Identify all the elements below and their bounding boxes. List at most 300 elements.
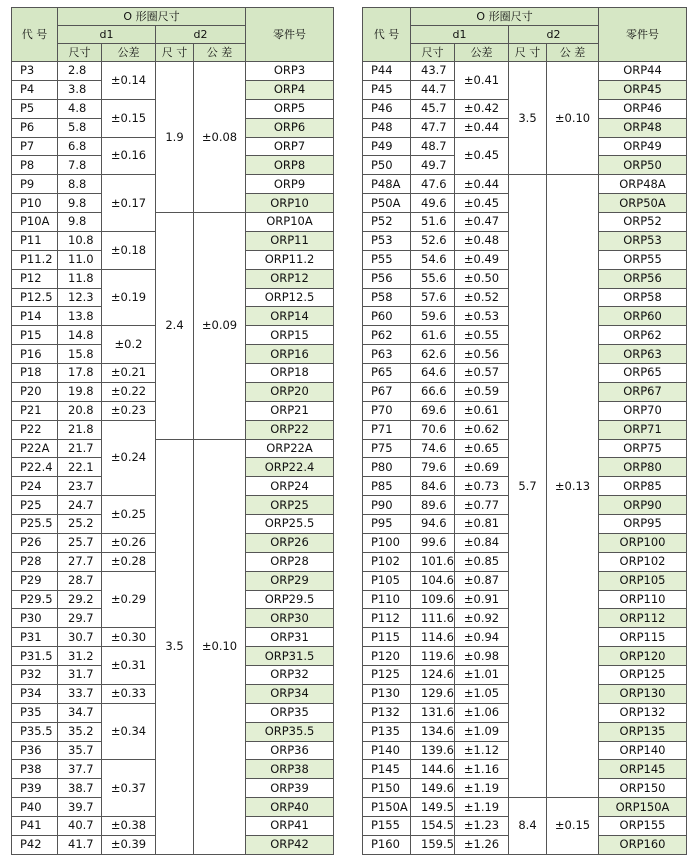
cell-part-no: ORP34 (246, 684, 334, 703)
cell-d1-size: 29.2 (58, 590, 102, 609)
cell-code: P48A (363, 175, 411, 194)
cell-d1-size: 28.7 (58, 571, 102, 590)
cell-d1-tolerance: ±0.19 (102, 269, 156, 326)
cell-code: P125 (363, 666, 411, 685)
cell-part-no: ORP35.5 (246, 722, 334, 741)
cell-d1-size: 20.8 (58, 401, 102, 420)
cell-code: P45 (363, 80, 411, 99)
cell-part-no: ORP60 (599, 307, 687, 326)
cell-d1-size: 41.7 (58, 835, 102, 854)
table-row (12, 439, 334, 458)
cell-d1-tolerance: ±0.73 (455, 477, 509, 496)
cell-d1-size: 31.2 (58, 647, 102, 666)
cell-code: P56 (363, 269, 411, 288)
cell-code: P8 (12, 156, 58, 175)
cell-d1-tolerance: ±0.62 (455, 420, 509, 439)
header-row (12, 8, 334, 26)
header-code: 代 号 (363, 8, 411, 62)
cell-part-no: ORP130 (599, 684, 687, 703)
cell-part-no: ORP15 (246, 326, 334, 345)
cell-part-no: ORP52 (599, 213, 687, 232)
cell-d1-size: 62.6 (411, 345, 455, 364)
cell-d1-tolerance: ±1.09 (455, 722, 509, 741)
cell-part-no: ORP135 (599, 722, 687, 741)
cell-d1-size: 2.8 (58, 62, 102, 81)
cell-part-no: ORP14 (246, 307, 334, 326)
cell-d1-tolerance: ±0.29 (102, 571, 156, 628)
cell-part-no: ORP50A (599, 194, 687, 213)
cell-d1-size: 54.6 (411, 250, 455, 269)
cell-d1-tolerance: ±0.42 (455, 99, 509, 118)
cell-d1-tolerance: ±0.69 (455, 458, 509, 477)
cell-part-no: ORP50 (599, 156, 687, 175)
cell-part-no: ORP71 (599, 420, 687, 439)
cell-code: P102 (363, 552, 411, 571)
cell-d1-size: 59.6 (411, 307, 455, 326)
cell-d1-size: 39.7 (58, 798, 102, 817)
cell-code: P49 (363, 137, 411, 156)
cell-code: P41 (12, 817, 58, 836)
cell-d1-size: 129.6 (411, 684, 455, 703)
cell-part-no: ORP160 (599, 835, 687, 854)
cell-d1-size: 21.7 (58, 439, 102, 458)
header-d1: d1 (58, 26, 156, 44)
cell-d1-size: 159.5 (411, 835, 455, 854)
cell-d1-size: 40.7 (58, 817, 102, 836)
cell-code: P12.5 (12, 288, 58, 307)
cell-part-no: ORP32 (246, 666, 334, 685)
cell-d1-tolerance: ±0.56 (455, 345, 509, 364)
cell-code: P150A (363, 798, 411, 817)
cell-d1-tolerance: ±0.31 (102, 647, 156, 685)
cell-code: P63 (363, 345, 411, 364)
cell-d1-tolerance: ±0.33 (102, 684, 156, 703)
cell-part-no: ORP125 (599, 666, 687, 685)
cell-d1-size: 23.7 (58, 477, 102, 496)
cell-part-no: ORP55 (599, 250, 687, 269)
cell-d2-tolerance: ±0.08 (194, 62, 246, 213)
cell-d1-tolerance: ±0.47 (455, 213, 509, 232)
header-d1-tolerance: 公差 (102, 44, 156, 62)
header-d1-size: 尺寸 (58, 44, 102, 62)
cell-d1-size: 99.6 (411, 533, 455, 552)
cell-d1-size: 124.6 (411, 666, 455, 685)
cell-d1-size: 5.8 (58, 118, 102, 137)
cell-part-no: ORP29.5 (246, 590, 334, 609)
cell-code: P75 (363, 439, 411, 458)
cell-code: P7 (12, 137, 58, 156)
cell-part-no: ORP29 (246, 571, 334, 590)
cell-part-no: ORP9 (246, 175, 334, 194)
cell-part-no: ORP28 (246, 552, 334, 571)
cell-part-no: ORP16 (246, 345, 334, 364)
cell-d2-tolerance: ±0.10 (194, 439, 246, 854)
cell-d1-size: 101.6 (411, 552, 455, 571)
cell-d2-size: 5.7 (509, 175, 547, 798)
cell-code: P52 (363, 213, 411, 232)
cell-part-no: ORP110 (599, 590, 687, 609)
cell-part-no: ORP26 (246, 533, 334, 552)
cell-d2-size: 8.4 (509, 798, 547, 855)
cell-d1-tolerance: ±0.87 (455, 571, 509, 590)
cell-code: P16 (12, 345, 58, 364)
cell-d2-size: 3.5 (156, 439, 194, 854)
cell-code: P39 (12, 779, 58, 798)
cell-d1-size: 11.8 (58, 269, 102, 288)
cell-code: P80 (363, 458, 411, 477)
cell-d1-tolerance: ±0.59 (455, 382, 509, 401)
cell-d1-tolerance: ±0.14 (102, 62, 156, 100)
cell-d1-size: 11.0 (58, 250, 102, 269)
cell-part-no: ORP7 (246, 137, 334, 156)
cell-code: P34 (12, 684, 58, 703)
cell-d1-tolerance: ±0.48 (455, 231, 509, 250)
cell-d1-size: 74.6 (411, 439, 455, 458)
table-row (12, 213, 334, 232)
cell-code: P90 (363, 496, 411, 515)
cell-d1-size: 94.6 (411, 515, 455, 534)
cell-d1-size: 35.2 (58, 722, 102, 741)
cell-part-no: ORP48 (599, 118, 687, 137)
cell-d1-size: 149.5 (411, 798, 455, 817)
cell-d1-size: 55.6 (411, 269, 455, 288)
cell-part-no: ORP80 (599, 458, 687, 477)
cell-part-no: ORP90 (599, 496, 687, 515)
header-d2-tolerance: 公 差 (547, 44, 599, 62)
cell-code: P31 (12, 628, 58, 647)
cell-part-no: ORP11.2 (246, 250, 334, 269)
cell-d1-size: 144.6 (411, 760, 455, 779)
cell-part-no: ORP115 (599, 628, 687, 647)
cell-d1-size: 27.7 (58, 552, 102, 571)
cell-code: P5 (12, 99, 58, 118)
cell-d1-tolerance: ±0.16 (102, 137, 156, 175)
cell-code: P22 (12, 420, 58, 439)
cell-d1-size: 43.7 (411, 62, 455, 81)
cell-d1-size: 9.8 (58, 213, 102, 232)
cell-part-no: ORP35 (246, 703, 334, 722)
cell-part-no: ORP38 (246, 760, 334, 779)
cell-part-no: ORP25.5 (246, 515, 334, 534)
cell-d1-size: 61.6 (411, 326, 455, 345)
cell-d2-size: 1.9 (156, 62, 194, 213)
cell-part-no: ORP5 (246, 99, 334, 118)
cell-part-no: ORP10A (246, 213, 334, 232)
cell-d1-size: 84.6 (411, 477, 455, 496)
cell-d2-size: 2.4 (156, 213, 194, 440)
cell-part-no: ORP100 (599, 533, 687, 552)
cell-d1-tolerance: ±0.44 (455, 175, 509, 194)
header-d2-size: 尺 寸 (156, 44, 194, 62)
cell-d1-tolerance: ±0.23 (102, 401, 156, 420)
cell-d1-size: 30.7 (58, 628, 102, 647)
cell-code: P50 (363, 156, 411, 175)
cell-code: P35 (12, 703, 58, 722)
cell-d1-tolerance: ±0.17 (102, 175, 156, 232)
cell-d1-tolerance: ±0.2 (102, 326, 156, 364)
cell-d1-tolerance: ±0.57 (455, 364, 509, 383)
cell-part-no: ORP11 (246, 231, 334, 250)
cell-d1-size: 34.7 (58, 703, 102, 722)
header-oring-size: O 形圈尺寸 (411, 8, 599, 26)
cell-code: P145 (363, 760, 411, 779)
cell-d1-tolerance: ±0.55 (455, 326, 509, 345)
cell-d1-tolerance: ±0.65 (455, 439, 509, 458)
header-d1-size: 尺寸 (411, 44, 455, 62)
cell-d1-tolerance: ±0.21 (102, 364, 156, 383)
cell-code: P95 (363, 515, 411, 534)
cell-part-no: ORP12 (246, 269, 334, 288)
cell-code: P35.5 (12, 722, 58, 741)
cell-d1-size: 3.8 (58, 80, 102, 99)
cell-part-no: ORP39 (246, 779, 334, 798)
cell-part-no: ORP49 (599, 137, 687, 156)
cell-part-no: ORP46 (599, 99, 687, 118)
cell-code: P150 (363, 779, 411, 798)
cell-d2-tolerance: ±0.10 (547, 62, 599, 175)
cell-part-no: ORP132 (599, 703, 687, 722)
cell-d1-size: 9.8 (58, 194, 102, 213)
cell-code: P100 (363, 533, 411, 552)
header-d1-tolerance: 公差 (455, 44, 509, 62)
cell-d1-tolerance: ±0.18 (102, 231, 156, 269)
cell-d1-tolerance: ±0.49 (455, 250, 509, 269)
cell-code: P65 (363, 364, 411, 383)
cell-d1-tolerance: ±0.44 (455, 118, 509, 137)
table-row (363, 175, 687, 194)
cell-d1-tolerance: ±0.28 (102, 552, 156, 571)
header-part-no: 零件号 (599, 8, 687, 62)
cell-d1-size: 22.1 (58, 458, 102, 477)
cell-d1-size: 38.7 (58, 779, 102, 798)
cell-d1-tolerance: ±0.81 (455, 515, 509, 534)
header-d2-size: 尺 寸 (509, 44, 547, 62)
cell-code: P38 (12, 760, 58, 779)
cell-d1-size: 29.7 (58, 609, 102, 628)
cell-d1-tolerance: ±0.24 (102, 420, 156, 496)
cell-d1-size: 19.8 (58, 382, 102, 401)
cell-code: P9 (12, 175, 58, 194)
cell-d1-size: 17.8 (58, 364, 102, 383)
cell-part-no: ORP140 (599, 741, 687, 760)
cell-d1-size: 131.6 (411, 703, 455, 722)
cell-d1-size: 4.8 (58, 99, 102, 118)
cell-part-no: ORP4 (246, 80, 334, 99)
cell-code: P62 (363, 326, 411, 345)
cell-part-no: ORP150 (599, 779, 687, 798)
header-d1: d1 (411, 26, 509, 44)
cell-d1-size: 35.7 (58, 741, 102, 760)
cell-part-no: ORP31 (246, 628, 334, 647)
cell-code: P32 (12, 666, 58, 685)
cell-d1-tolerance: ±0.34 (102, 703, 156, 760)
cell-d1-tolerance: ±0.45 (455, 194, 509, 213)
cell-d1-tolerance: ±1.16 (455, 760, 509, 779)
cell-d1-tolerance: ±1.01 (455, 666, 509, 685)
cell-code: P18 (12, 364, 58, 383)
cell-part-no: ORP120 (599, 647, 687, 666)
cell-code: P67 (363, 382, 411, 401)
cell-d1-tolerance: ±0.84 (455, 533, 509, 552)
cell-d1-size: 25.7 (58, 533, 102, 552)
cell-d1-tolerance: ±1.06 (455, 703, 509, 722)
cell-code: P3 (12, 62, 58, 81)
header-d2: d2 (509, 26, 599, 44)
cell-code: P15 (12, 326, 58, 345)
cell-code: P24 (12, 477, 58, 496)
cell-d1-size: 79.6 (411, 458, 455, 477)
cell-d2-tolerance: ±0.09 (194, 213, 246, 440)
cell-code: P21 (12, 401, 58, 420)
cell-d1-size: 104.6 (411, 571, 455, 590)
header-code: 代 号 (12, 8, 58, 62)
cell-part-no: ORP22 (246, 420, 334, 439)
oring-table-left (11, 7, 334, 855)
cell-code: P135 (363, 722, 411, 741)
cell-code: P20 (12, 382, 58, 401)
cell-d1-tolerance: ±0.85 (455, 552, 509, 571)
cell-part-no: ORP85 (599, 477, 687, 496)
cell-code: P10 (12, 194, 58, 213)
cell-code: P14 (12, 307, 58, 326)
cell-code: P155 (363, 817, 411, 836)
cell-code: P115 (363, 628, 411, 647)
cell-d1-size: 114.6 (411, 628, 455, 647)
cell-d1-size: 52.6 (411, 231, 455, 250)
cell-d2-tolerance: ±0.15 (547, 798, 599, 855)
cell-d1-tolerance: ±1.12 (455, 741, 509, 760)
table-row (363, 798, 687, 817)
cell-d1-size: 47.7 (411, 118, 455, 137)
cell-d1-tolerance: ±0.92 (455, 609, 509, 628)
cell-code: P40 (12, 798, 58, 817)
cell-d1-size: 15.8 (58, 345, 102, 364)
cell-part-no: ORP8 (246, 156, 334, 175)
cell-d1-tolerance: ±0.22 (102, 382, 156, 401)
cell-code: P53 (363, 231, 411, 250)
cell-d1-tolerance: ±0.15 (102, 99, 156, 137)
cell-d1-size: 149.6 (411, 779, 455, 798)
table-row (363, 62, 687, 81)
cell-part-no: ORP20 (246, 382, 334, 401)
cell-code: P36 (12, 741, 58, 760)
cell-d2-tolerance: ±0.13 (547, 175, 599, 798)
cell-d1-size: 66.6 (411, 382, 455, 401)
cell-part-no: ORP58 (599, 288, 687, 307)
cell-part-no: ORP65 (599, 364, 687, 383)
cell-d1-tolerance: ±0.38 (102, 817, 156, 836)
cell-d1-size: 111.6 (411, 609, 455, 628)
cell-part-no: ORP53 (599, 231, 687, 250)
cell-d1-size: 109.6 (411, 590, 455, 609)
cell-d1-size: 6.8 (58, 137, 102, 156)
cell-d1-size: 37.7 (58, 760, 102, 779)
cell-part-no: ORP31.5 (246, 647, 334, 666)
cell-d1-size: 57.6 (411, 288, 455, 307)
cell-d1-size: 25.2 (58, 515, 102, 534)
cell-part-no: ORP10 (246, 194, 334, 213)
cell-d1-tolerance: ±0.41 (455, 62, 509, 100)
cell-code: P58 (363, 288, 411, 307)
cell-d1-tolerance: ±0.25 (102, 496, 156, 534)
cell-d1-tolerance: ±1.19 (455, 779, 509, 798)
cell-code: P28 (12, 552, 58, 571)
cell-d1-tolerance: ±0.52 (455, 288, 509, 307)
oring-table-right (362, 7, 687, 855)
header-row (363, 8, 687, 26)
cell-d1-size: 119.6 (411, 647, 455, 666)
cell-d1-tolerance: ±0.50 (455, 269, 509, 288)
cell-d1-size: 154.5 (411, 817, 455, 836)
cell-d1-size: 47.6 (411, 175, 455, 194)
cell-part-no: ORP30 (246, 609, 334, 628)
cell-code: P6 (12, 118, 58, 137)
cell-d1-size: 21.8 (58, 420, 102, 439)
cell-d1-size: 7.8 (58, 156, 102, 175)
cell-d1-size: 48.7 (411, 137, 455, 156)
cell-code: P12 (12, 269, 58, 288)
cell-part-no: ORP25 (246, 496, 334, 515)
cell-d1-tolerance: ±1.23 (455, 817, 509, 836)
cell-part-no: ORP67 (599, 382, 687, 401)
cell-d1-tolerance: ±0.37 (102, 760, 156, 817)
cell-d1-tolerance: ±0.45 (455, 137, 509, 175)
cell-part-no: ORP62 (599, 326, 687, 345)
cell-d1-tolerance: ±0.61 (455, 401, 509, 420)
cell-code: P26 (12, 533, 58, 552)
cell-d1-tolerance: ±0.91 (455, 590, 509, 609)
cell-d1-tolerance: ±1.05 (455, 684, 509, 703)
cell-part-no: ORP75 (599, 439, 687, 458)
cell-part-no: ORP40 (246, 798, 334, 817)
cell-code: P44 (363, 62, 411, 81)
cell-code: P160 (363, 835, 411, 854)
cell-code: P71 (363, 420, 411, 439)
cell-part-no: ORP112 (599, 609, 687, 628)
cell-part-no: ORP44 (599, 62, 687, 81)
cell-d1-size: 12.3 (58, 288, 102, 307)
table-row (12, 62, 334, 81)
cell-part-no: ORP12.5 (246, 288, 334, 307)
cell-d1-size: 70.6 (411, 420, 455, 439)
cell-code: P29 (12, 571, 58, 590)
cell-d1-size: 64.6 (411, 364, 455, 383)
cell-part-no: ORP105 (599, 571, 687, 590)
header-d2-tolerance: 公 差 (194, 44, 246, 62)
cell-part-no: ORP150A (599, 798, 687, 817)
cell-d1-tolerance: ±0.94 (455, 628, 509, 647)
cell-code: P48 (363, 118, 411, 137)
cell-part-no: ORP48A (599, 175, 687, 194)
cell-part-no: ORP18 (246, 364, 334, 383)
cell-part-no: ORP155 (599, 817, 687, 836)
cell-code: P85 (363, 477, 411, 496)
cell-d1-size: 45.7 (411, 99, 455, 118)
cell-part-no: ORP3 (246, 62, 334, 81)
cell-part-no: ORP102 (599, 552, 687, 571)
cell-d1-size: 33.7 (58, 684, 102, 703)
cell-d1-size: 51.6 (411, 213, 455, 232)
cell-part-no: ORP24 (246, 477, 334, 496)
cell-code: P22.4 (12, 458, 58, 477)
cell-code: P11 (12, 231, 58, 250)
cell-part-no: ORP95 (599, 515, 687, 534)
cell-d1-size: 24.7 (58, 496, 102, 515)
cell-d1-tolerance: ±0.98 (455, 647, 509, 666)
cell-d1-size: 69.6 (411, 401, 455, 420)
cell-d1-size: 8.8 (58, 175, 102, 194)
cell-part-no: ORP22A (246, 439, 334, 458)
